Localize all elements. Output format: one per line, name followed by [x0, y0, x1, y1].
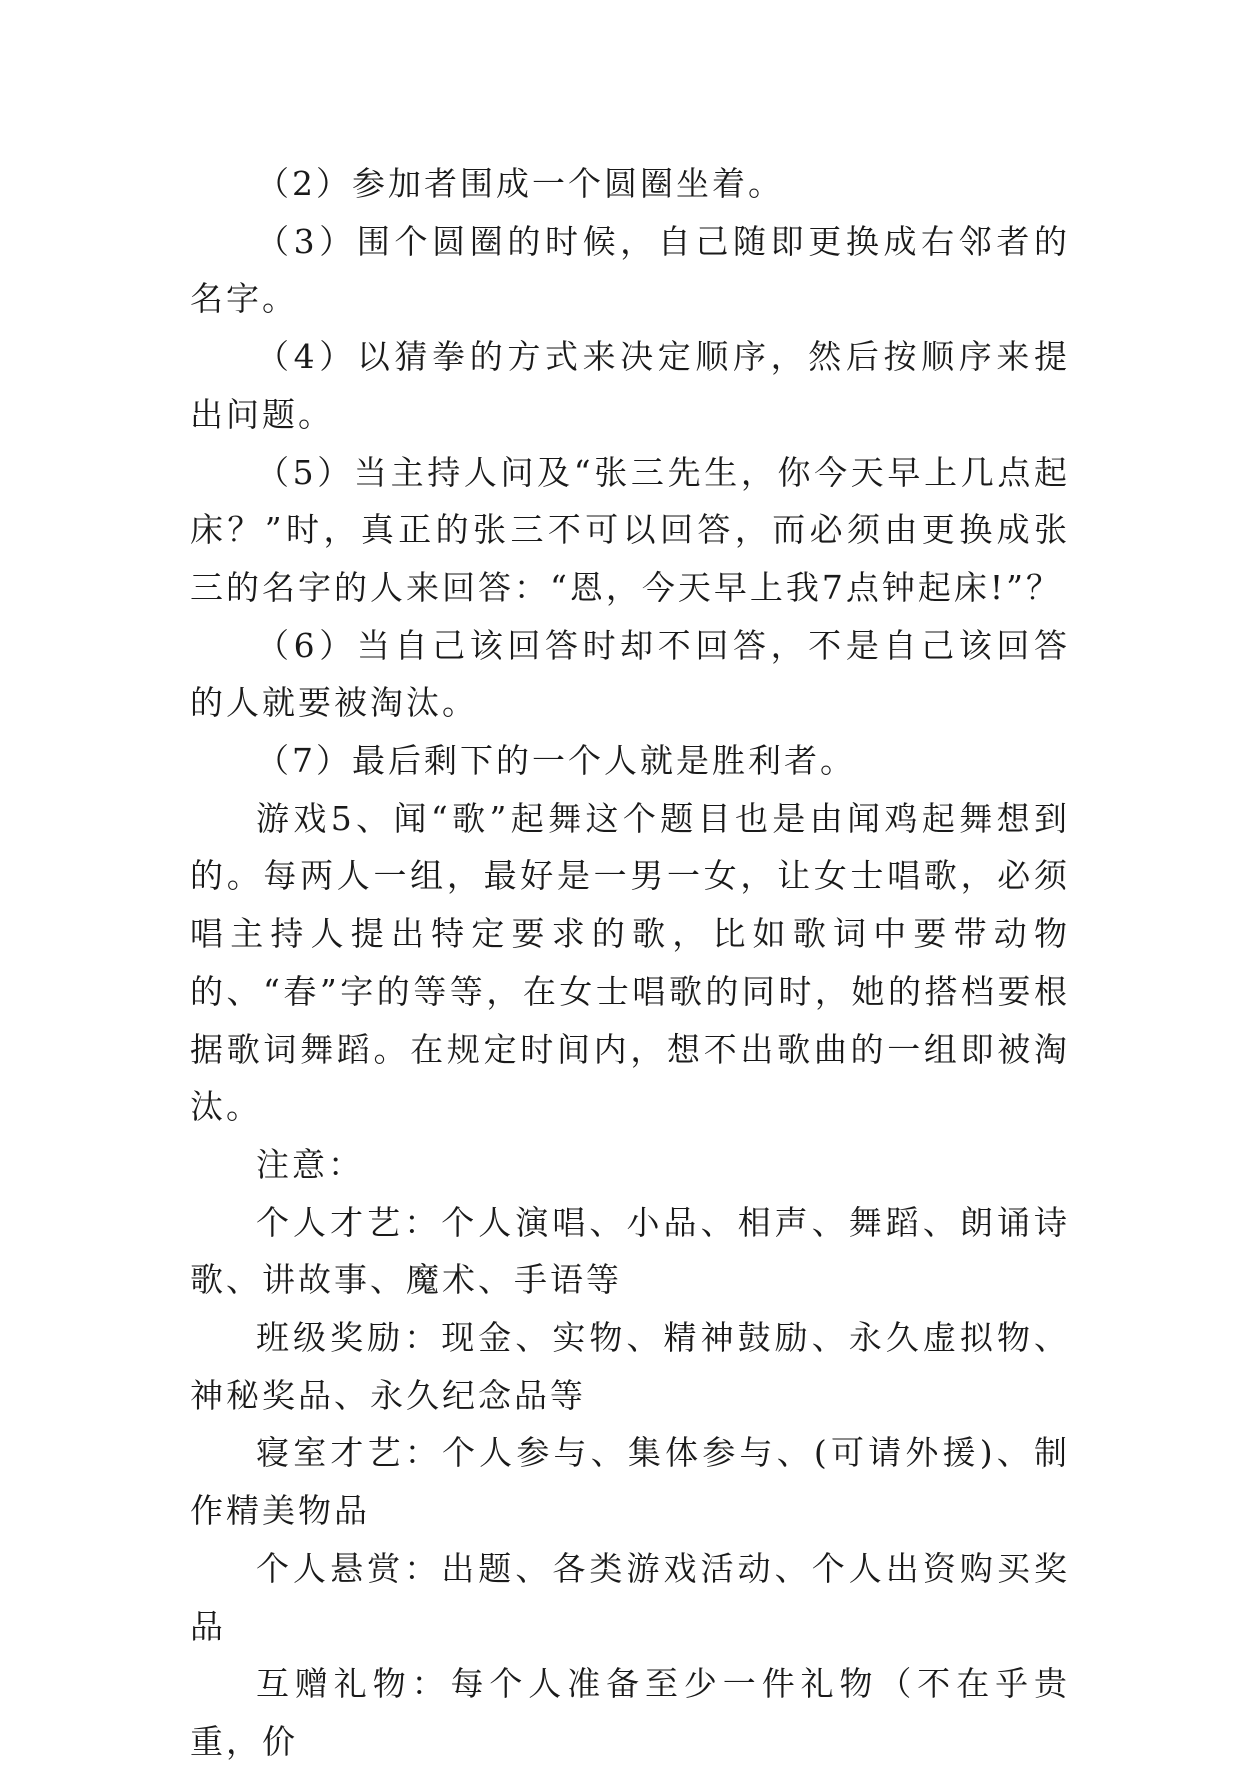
paragraph-step-7: （7）最后剩下的一个人就是胜利者。 [256, 741, 856, 781]
document-body [190, 155, 1070, 1771]
paragraph-step-5: （5）当主持人问及“张三先生，你今天早上几点起床？”时，真正的张三不可以回答，而必须由更换成张三的名字的人来回答：“恩，今天早上我7点钟起床!”？ [190, 452, 1070, 607]
paragraph-step-2: （2）参加者围成一个圆圈坐着。 [256, 164, 784, 203]
paragraph-step-4: （4）以猜拳的方式来决定顺序，然后按顺序来提出问题。 [190, 337, 1070, 434]
paragraph-note-heading: 注意： [256, 1144, 364, 1184]
paragraph-personal-talent: 个人才艺：个人演唱、小品、相声、舞蹈、朗诵诗歌、讲故事、魔术、手语等 [190, 1202, 1070, 1300]
paragraph-dorm-talent: 寝室才艺：个人参与、集体参与、(可请外援)、制作精美物品 [190, 1433, 1070, 1531]
paragraph-step-3: （3）围个圆圈的时候，自己随即更换成右邻者的名字。 [190, 221, 1070, 319]
paragraph-game-5: 游戏5、闻“歌”起舞这个题目也是由闻鸡起舞想到的。每两人一组，最好是一男一女，让女士唱歌，必须唱主持人提出特定要求的歌，比如歌词中要带动物的、“春”字的等等，在女士唱歌的同时，她的搭档要根据歌词舞蹈。在规定时间内，想不出歌曲的一组即被淘汰。 [190, 798, 1070, 1127]
paragraph-step-6: （6）当自己该回答时却不回答，不是自己该回答的人就要被淘汰。 [190, 625, 1070, 723]
paragraph-personal-bounty: 个人悬赏：出题、各类游戏活动、个人出资购买奖品 [190, 1548, 1070, 1646]
paragraph-gift-exchange: 互赠礼物：每个人准备至少一件礼物（不在乎贵重，价 [190, 1664, 1070, 1761]
paragraph-class-rewards: 班级奖励：现金、实物、精神鼓励、永久虚拟物、神秘奖品、永久纪念品等 [190, 1318, 1070, 1415]
